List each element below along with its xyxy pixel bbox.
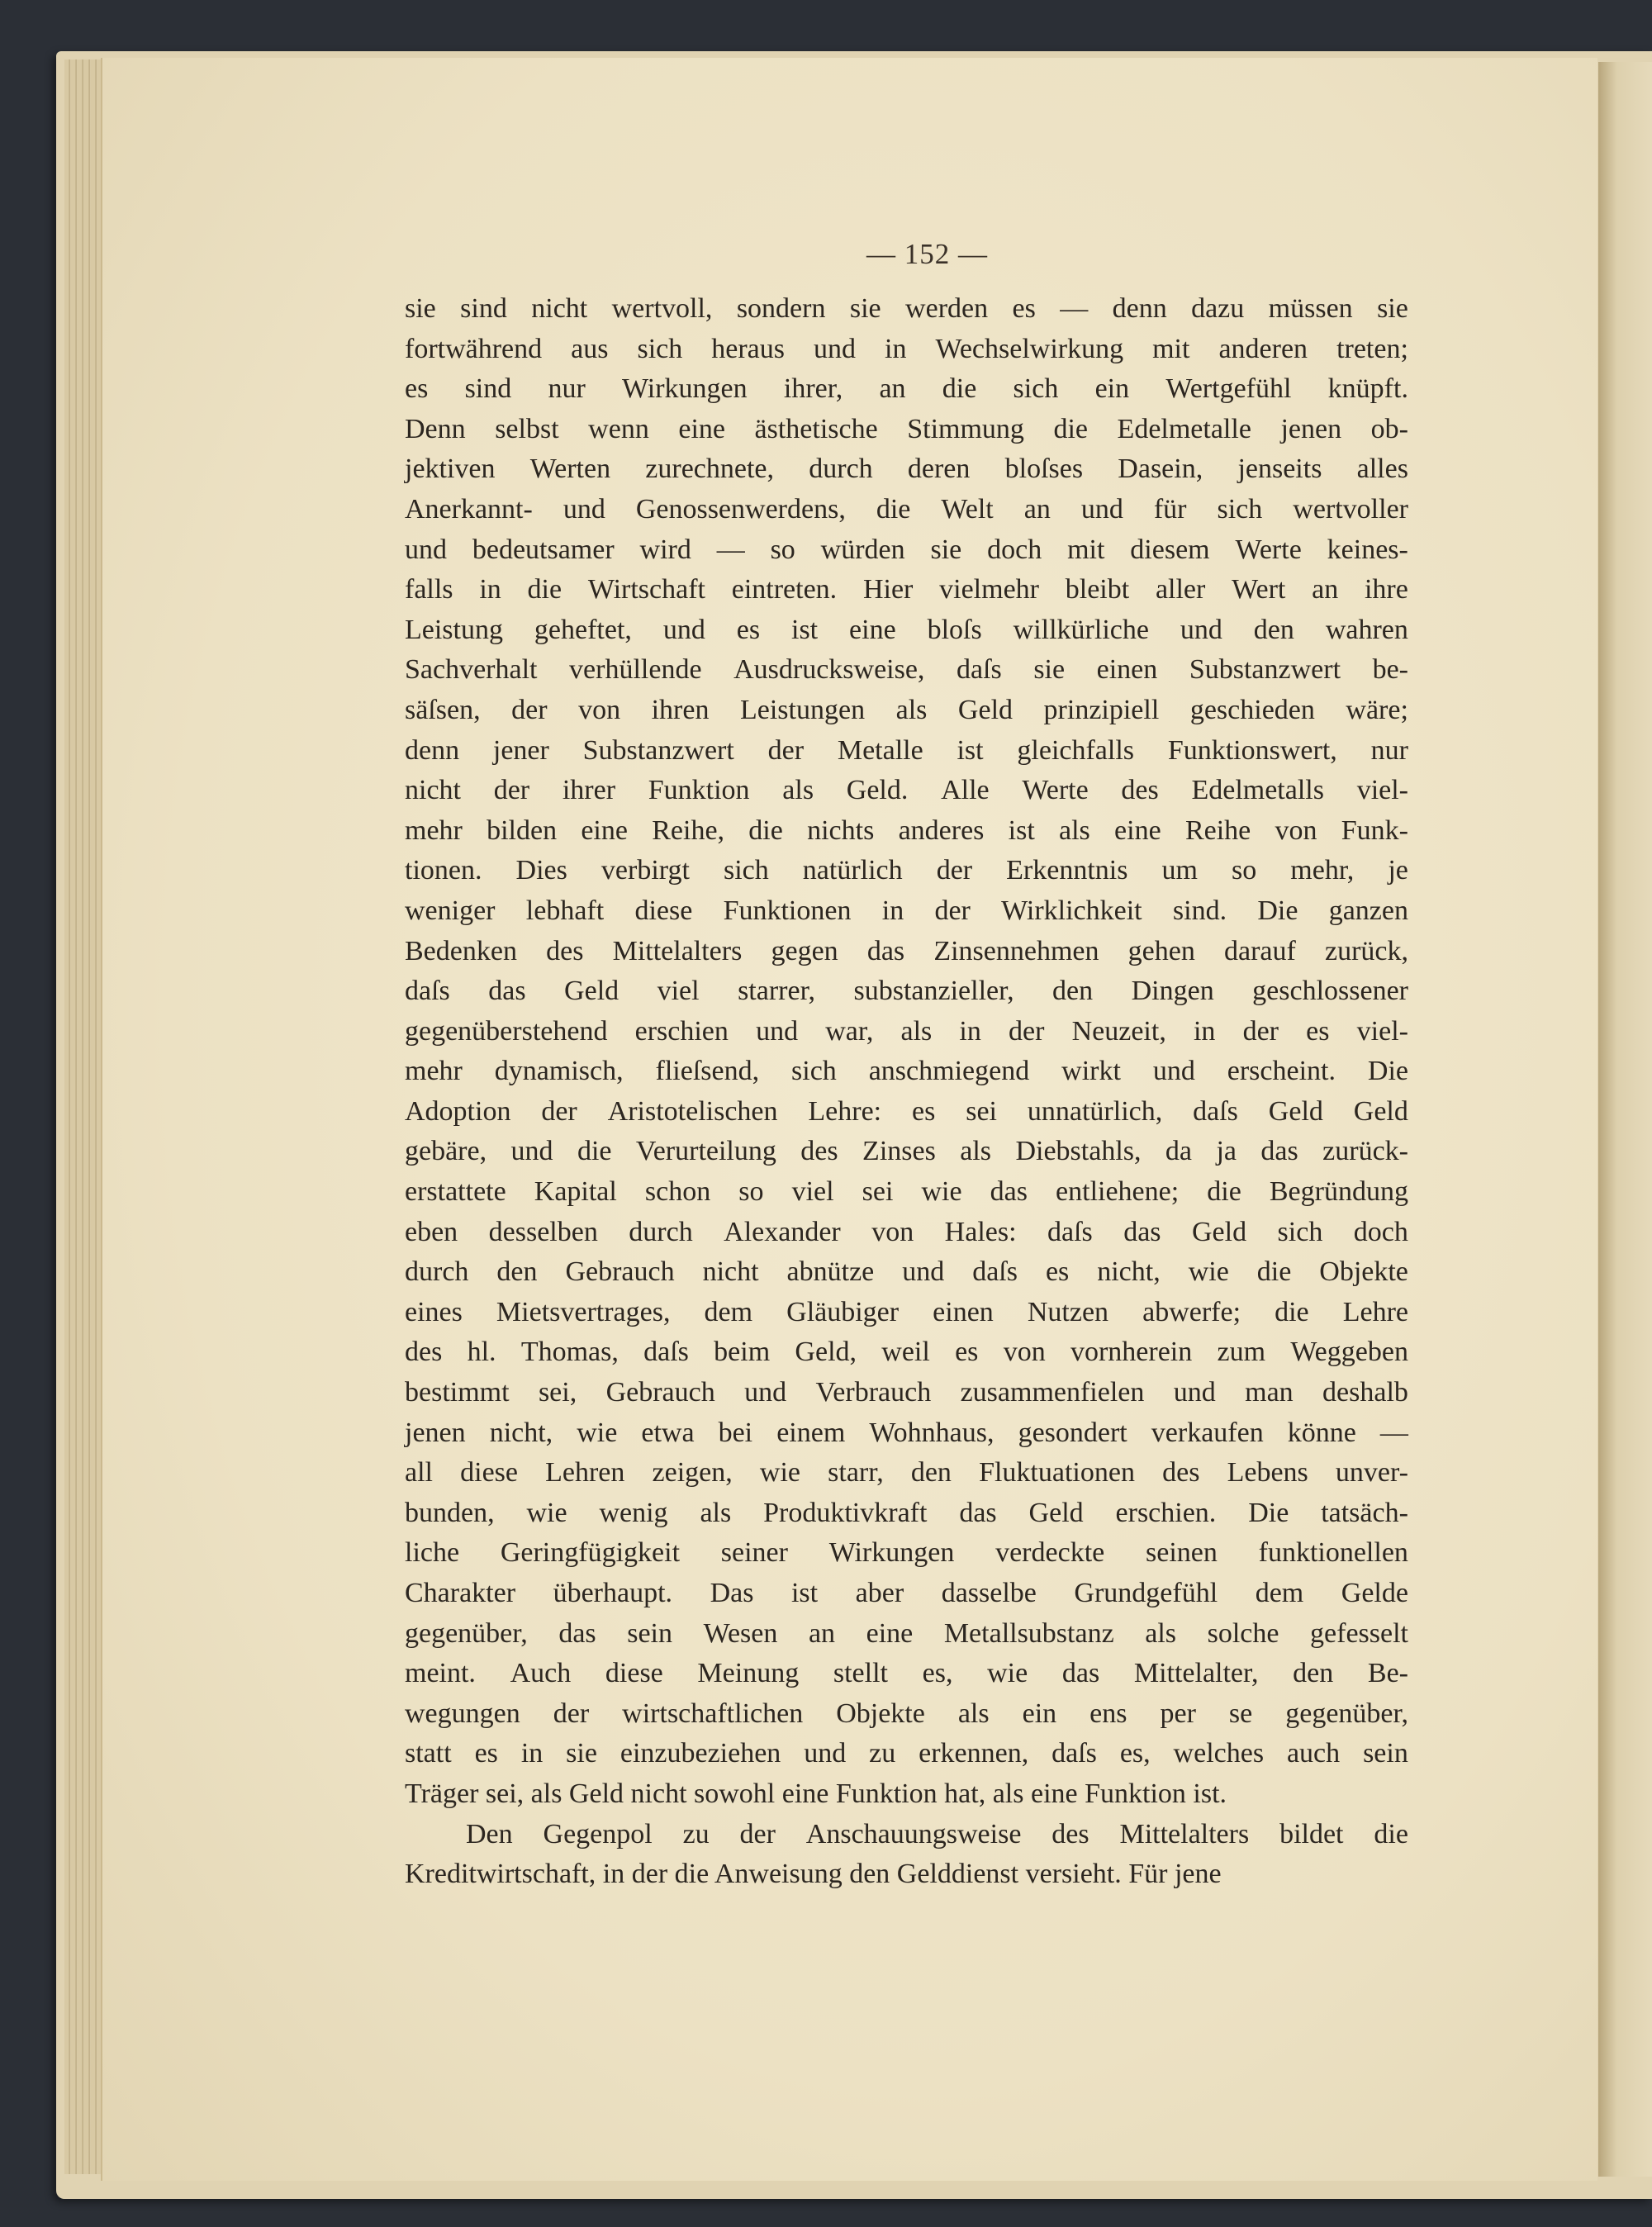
- text-line: Den Gegenpol zu der Anschauungsweise des Mittelalters bildet die: [466, 1818, 1408, 1850]
- text-line: des hl. Thomas, daſs beim Geld, weil es von vornherein zum Weggeben: [405, 1337, 1408, 1368]
- text-line: Adoption der Aristotelischen Lehre: es sei unnatürlich, daſs Geld Geld: [405, 1095, 1408, 1127]
- text-line: durch den Gebrauch nicht abnütze und daſs es nicht, wie die Objekte: [405, 1256, 1408, 1288]
- text-line: bestimmt sei, Gebrauch und Verbrauch zusammenfielen und man deshalb: [405, 1377, 1408, 1408]
- text-line: gebäre, und die Verurteilung des Zinses als Diebstahls, da ja das zurück-: [405, 1136, 1408, 1167]
- text-line: fortwährend aus sich heraus und in Wechselwirkung mit anderen treten;: [405, 333, 1408, 364]
- text-line: bunden, wie wenig als Produktivkraft das Geld erschien. Die tatsäch-: [405, 1497, 1408, 1528]
- text-line: sie sind nicht wertvoll, sondern sie werden es — denn dazu müssen sie: [405, 293, 1408, 324]
- text-line: eben desselben durch Alexander von Hales: daſs das Geld sich doch: [405, 1216, 1408, 1247]
- text-line: Anerkannt- und Genossenwerdens, die Welt an und für sich wertvoller: [405, 493, 1408, 525]
- text-line: nicht der ihrer Funktion als Geld. Alle Werte des Edelmetalls viel-: [405, 775, 1408, 806]
- text-line: meint. Auch diese Meinung stellt es, wie das Mittelalter, den Be-: [405, 1658, 1408, 1689]
- text-line: Sachverhalt verhüllende Ausdrucksweise, daſs sie einen Substanzwert be-: [405, 654, 1408, 686]
- text-line: mehr dynamisch, flieſsend, sich anschmiegend wirkt und erscheint. Die: [405, 1056, 1408, 1087]
- text-line: und bedeutsamer wird — so würden sie doch mit diesem Werte keines-: [405, 534, 1408, 565]
- text-line: es sind nur Wirkungen ihrer, an die sich ein Wertgefühl knüpft.: [405, 373, 1408, 405]
- text-line: Kreditwirtschaft, in der die Anweisung den Gelddienst versieht. Für jene: [405, 1859, 1222, 1890]
- text-line: gegenüber, das sein Wesen an eine Metallsubstanz als solche gefesselt: [405, 1617, 1408, 1649]
- text-line: jenen nicht, wie etwa bei einem Wohnhaus, gesondert verkaufen könne —: [405, 1417, 1408, 1448]
- text-line: Träger sei, als Geld nicht sowohl eine Funktion hat, als eine Funktion ist.: [405, 1778, 1227, 1809]
- text-line: tionen. Dies verbirgt sich natürlich der Erkenntnis um so mehr, je: [405, 855, 1408, 886]
- body-text: [405, 289, 1408, 1895]
- text-line: Leistung geheftet, und es ist eine bloſs willkürliche und den wahren: [405, 614, 1408, 645]
- text-line: weniger lebhaft diese Funktionen in der Wirklichkeit sind. Die ganzen: [405, 895, 1408, 926]
- text-line: erstattete Kapital schon so viel sei wie das entliehene; die Begründung: [405, 1176, 1408, 1208]
- text-line: eines Mietsvertrages, dem Gläubiger einen Nutzen abwerfe; die Lehre: [405, 1296, 1408, 1327]
- text-line: gegenüberstehend erschien und war, als in der Neuzeit, in der es viel-: [405, 1015, 1408, 1047]
- text-line: Charakter überhaupt. Das ist aber dasselbe Grundgefühl dem Gelde: [405, 1578, 1408, 1608]
- text-line: daſs das Geld viel starrer, substanzieller, den Dingen geschlossener: [405, 976, 1408, 1007]
- text-line: statt es in sie einzubeziehen und zu erkennen, daſs es, welches auch sein: [405, 1738, 1408, 1769]
- text-line: jektiven Werten zurechnete, durch deren bloſses Dasein, jenseits alles: [405, 453, 1408, 485]
- text-line: liche Geringfügigkeit seiner Wirkungen verdeckte seinen funktionellen: [405, 1537, 1408, 1569]
- text-line: wegungen der wirtschaftlichen Objekte als ein ens per se gegenüber,: [405, 1698, 1408, 1729]
- page-text: [405, 231, 1408, 1895]
- text-line: mehr bilden eine Reihe, die nichts anderes ist als eine Reihe von Funk-: [405, 814, 1408, 846]
- text-line: Denn selbst wenn eine ästhetische Stimmung die Edelmetalle jenen ob-: [405, 413, 1408, 444]
- text-line: Bedenken des Mittelalters gegen das Zinsennehmen gehen darauf zurück,: [405, 935, 1408, 966]
- facing-page-edge: [1598, 62, 1652, 2177]
- text-line: säſsen, der von ihren Leistungen als Geld prinzipiell geschieden wäre;: [405, 694, 1408, 725]
- page-number-header: — 152 —: [866, 238, 988, 270]
- text-line: all diese Lehren zeigen, wie starr, den Fluktuationen des Lebens unver-: [405, 1457, 1408, 1489]
- text-line: falls in die Wirtschaft eintreten. Hier vielmehr bleibt aller Wert an ihre: [405, 574, 1408, 605]
- text-line: denn jener Substanzwert der Metalle ist gleichfalls Funktionswert, nur: [405, 734, 1408, 766]
